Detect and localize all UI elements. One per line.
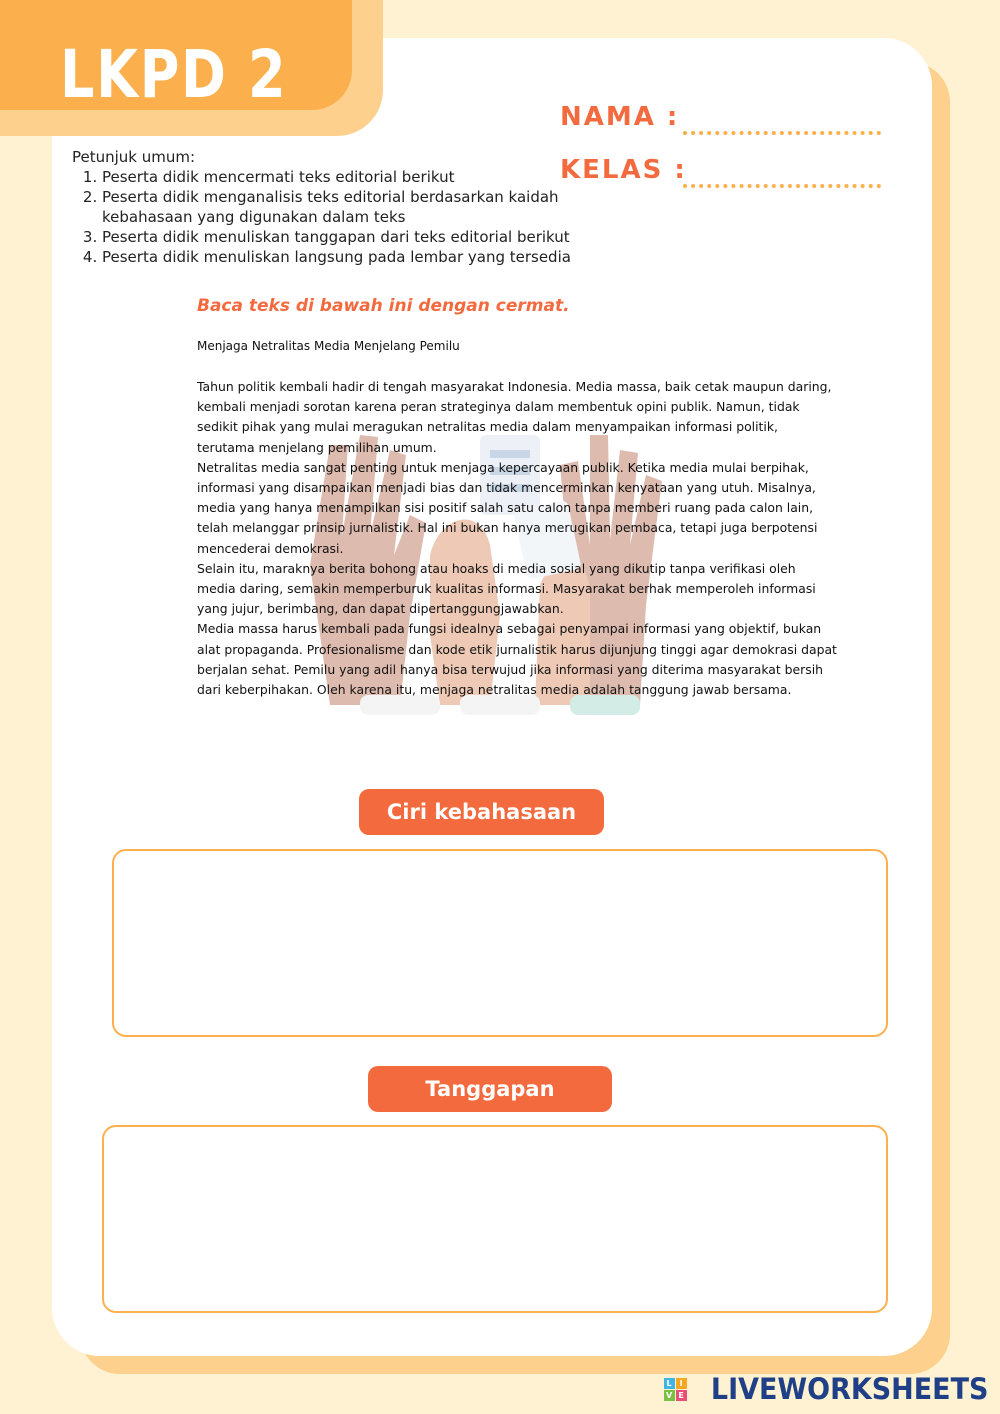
logo-letter: L [664, 1378, 675, 1389]
instructions [72, 147, 572, 267]
instruction-item: 4. Peserta didik menuliskan langsung pada lembar yang tersedia [102, 247, 572, 267]
kelas-label: KELAS : [560, 155, 687, 185]
reading-prompt: Baca teks di bawah ini dengan cermat. [197, 296, 570, 316]
nama-field[interactable] [683, 131, 881, 135]
page-title: LKPD 2 [60, 36, 288, 113]
instructions-heading: Petunjuk umum: [72, 148, 196, 166]
nama-label: NAMA : [560, 102, 680, 132]
tanggapan-heading: Tanggapan [368, 1066, 612, 1112]
instruction-item: 2. Peserta didik menganalisis teks editorial berdasarkan kaidah kebahasaan yang digunakan dalam teks [102, 187, 572, 227]
brand-text: LIVEWORKSHEETS [710, 1372, 988, 1406]
instruction-item: 1. Peserta didik mencermati teks editorial berikut [102, 167, 572, 187]
liveworksheets-logo-icon [664, 1378, 687, 1401]
ciri-kebahasaan-answer-box[interactable] [112, 849, 888, 1037]
instruction-item: 3. Peserta didik menuliskan tanggapan dari teks editorial berikut [102, 227, 572, 247]
logo-letter: I [676, 1378, 687, 1389]
ciri-kebahasaan-heading: Ciri kebahasaan [359, 789, 604, 835]
article-title: Menjaga Netralitas Media Menjelang Pemilu [197, 339, 460, 353]
kelas-field[interactable] [683, 184, 881, 188]
logo-letter: E [676, 1390, 687, 1401]
article-body [197, 377, 837, 700]
article-paragraph: Tahun politik kembali hadir di tengah masyarakat Indonesia. Media massa, baik cetak maupun daring, kembali menjadi sorotan karena peran strateginya dalam membentuk opini publik. Namun, tidak sedikit pihak yang mulai meragukan netralitas media dalam menyampaikan informasi politik, terutama menjelang pemilihan umum. [197, 379, 832, 455]
article-paragraph: Netralitas media sangat penting untuk menjaga kepercayaan publik. Ketika media mulai berpihak, informasi yang disampaikan menjadi bias dan tidak mencerminkan kenyataan yang utuh. Misalnya, media yang hanya menampilkan sisi positif salah satu calon tanpa memberi ruang pada calon lain, telah melanggar prinsip jurnalistik. Hal ini bukan hanya merugikan pembaca, tetapi juga berpotensi mencederai demokrasi. [197, 459, 818, 556]
article-paragraph: Selain itu, maraknya berita bohong atau hoaks di media sosial yang dikutip tanpa verifikasi oleh media daring, semakin memperburuk kualitas informasi. Masyarakat berhak memperoleh informasi yang jujur, berimbang, dan dapat dipertanggungjawabkan. [197, 560, 816, 617]
tanggapan-answer-box[interactable] [102, 1125, 888, 1313]
logo-letter: V [664, 1390, 675, 1401]
instructions-list [72, 167, 572, 267]
liveworksheets-brand [664, 1372, 988, 1406]
article-paragraph: Media massa harus kembali pada fungsi idealnya sebagai penyampai informasi yang objektif, bukan alat propaganda. Profesionalisme dan kode etik jurnalistik harus dijunjung tinggi agar demokrasi dapat berjalan sehat. Pemilu yang adil hanya bisa terwujud jika informasi yang diterima masyarakat bersih dari keberpihakan. Oleh karena itu, menjaga netralitas media adalah tanggung jawab bersama. [197, 621, 837, 698]
